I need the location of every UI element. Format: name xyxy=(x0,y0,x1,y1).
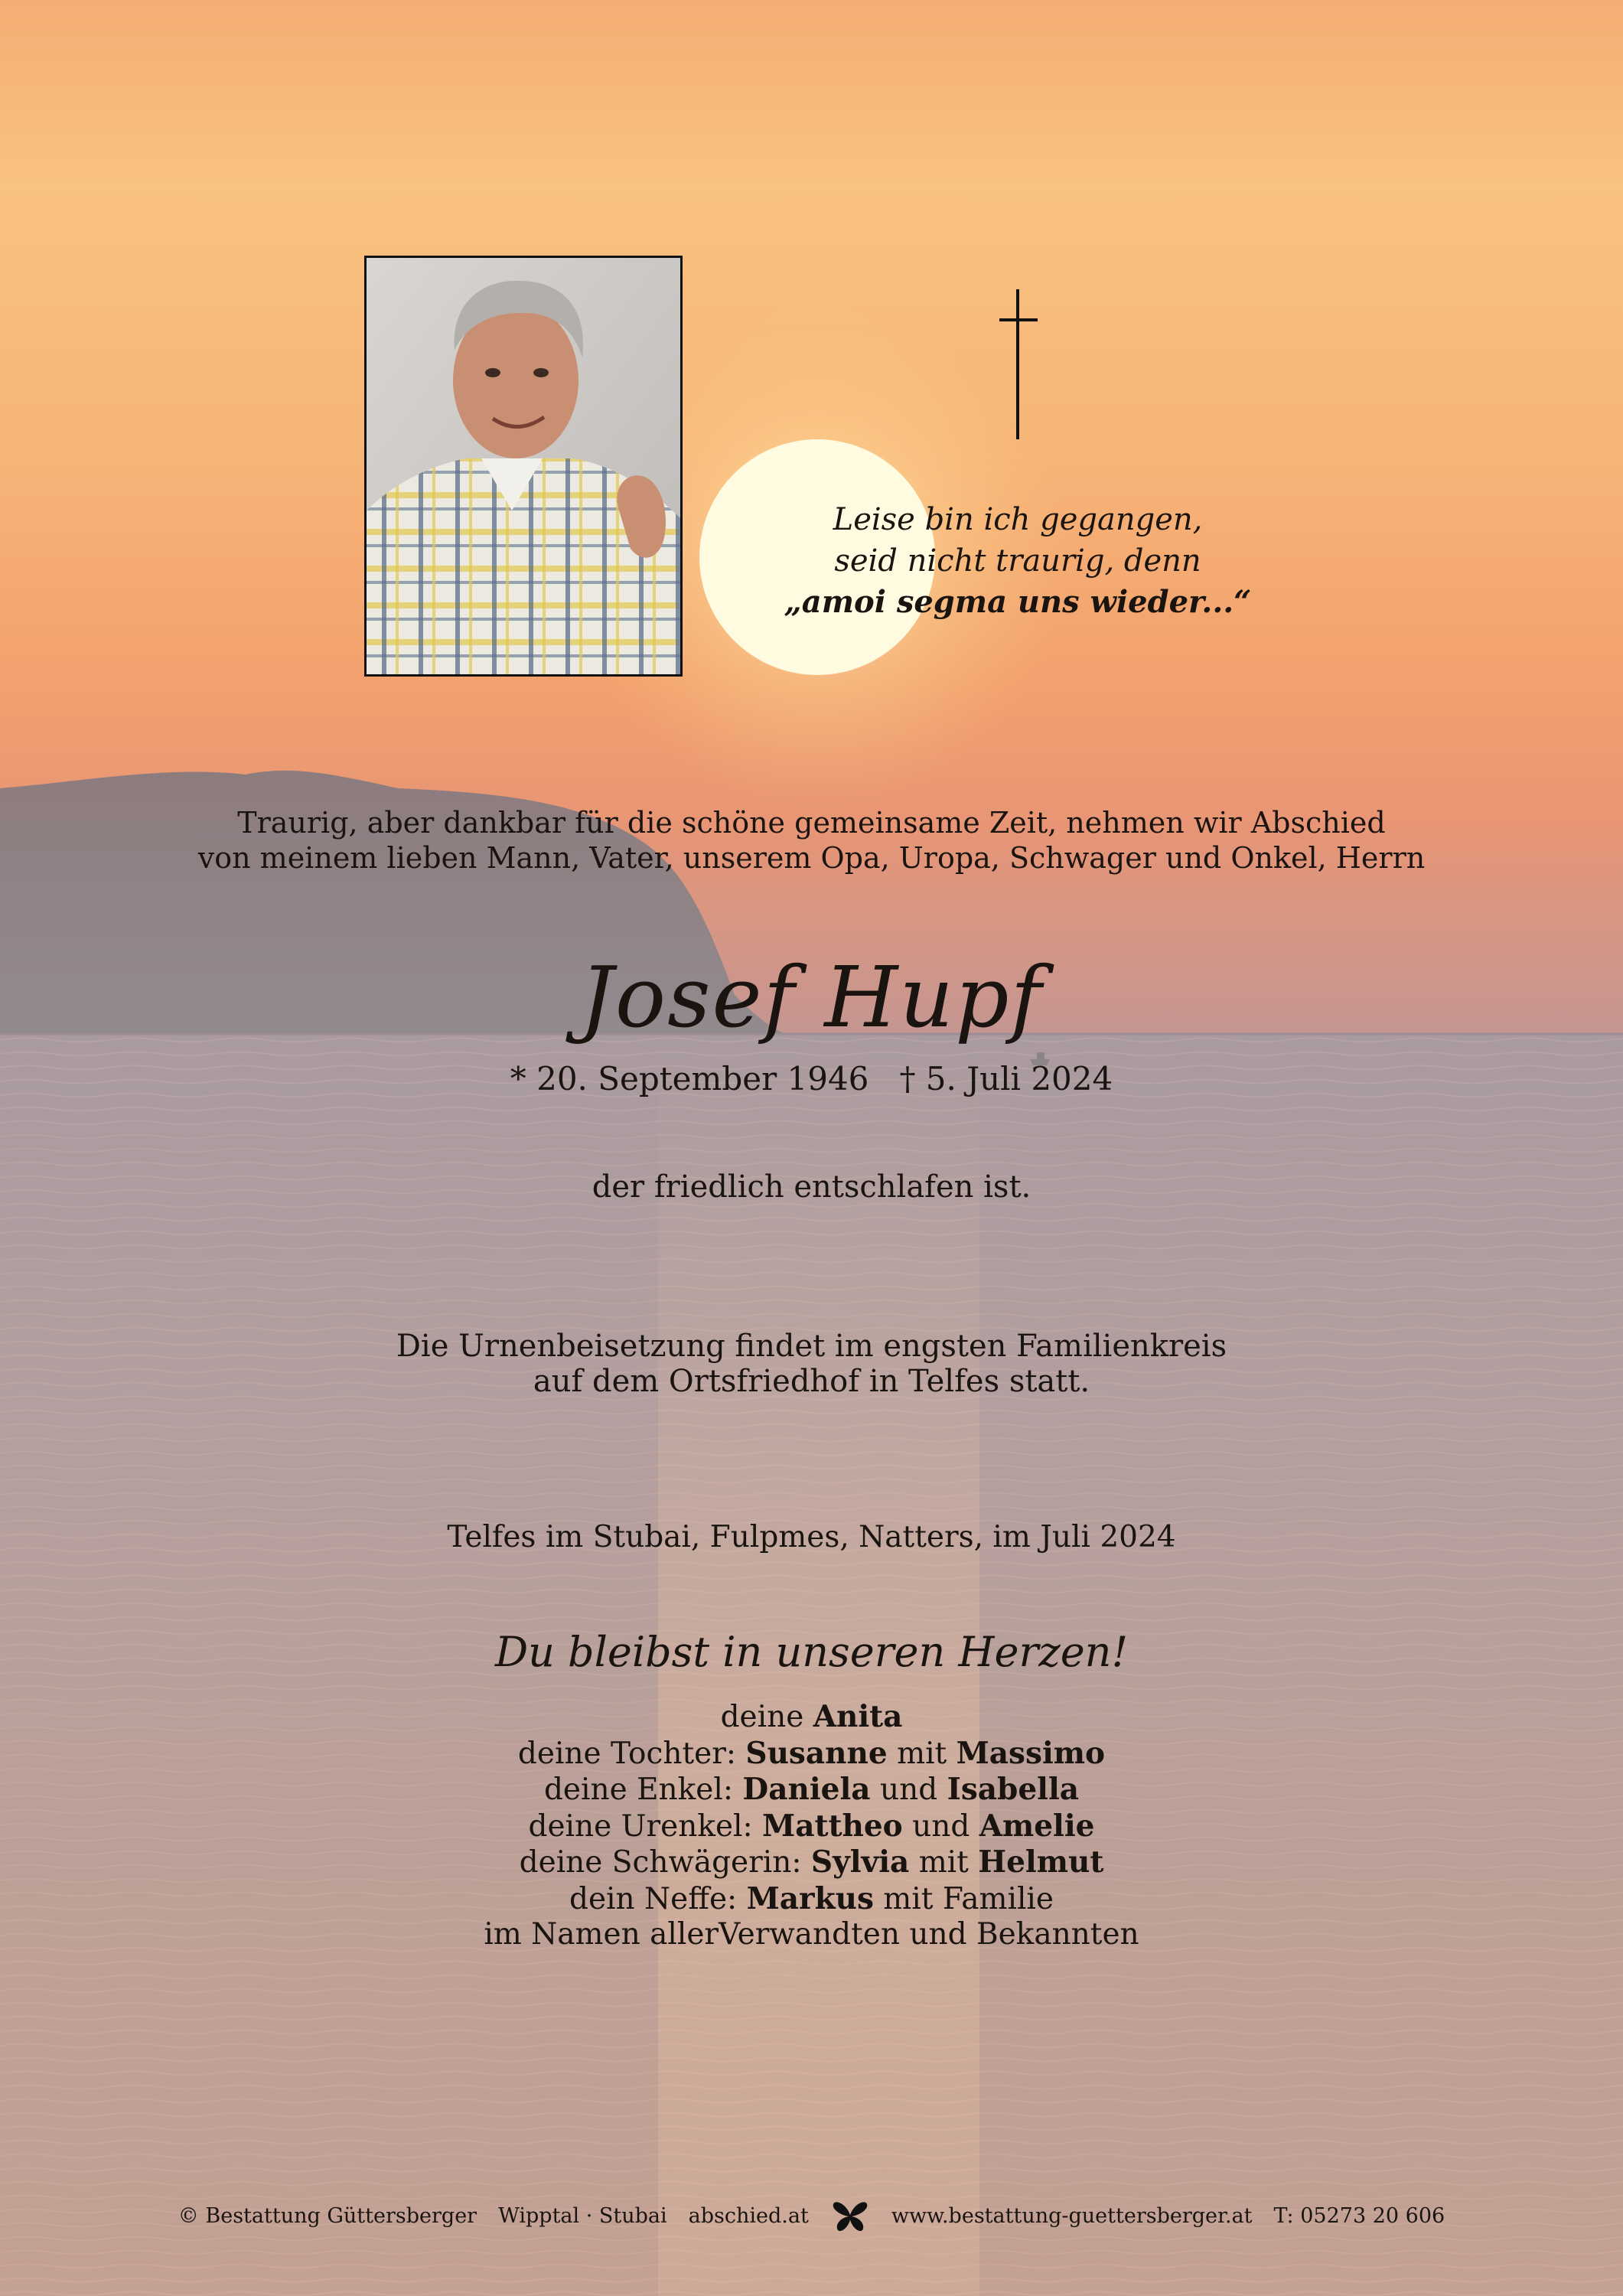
footer-site-link[interactable]: abschied.at xyxy=(688,2204,809,2228)
family-joiner: und xyxy=(870,1773,947,1807)
family-line-grandchildren xyxy=(0,1772,1623,1808)
family-label: deine Tochter: xyxy=(517,1736,746,1771)
family-joiner: und xyxy=(902,1808,979,1844)
burial-info xyxy=(0,1329,1623,1399)
family-joiner: mit xyxy=(909,1845,979,1880)
family-line-greatgrandchildren xyxy=(0,1808,1623,1845)
family-member: Susanne xyxy=(745,1735,888,1771)
family-label: deine Enkel: xyxy=(543,1773,743,1807)
family-label: deine xyxy=(720,1700,813,1734)
passing-text: der friedlich entschlafen ist. xyxy=(592,1169,1031,1205)
footer-phone[interactable]: T: 05273 20 606 xyxy=(1273,2204,1445,2228)
family-line-others: im Namen allerVerwandten und Bekannten xyxy=(484,1917,1139,1952)
family-member: Anita xyxy=(813,1699,903,1734)
burial-line-1: Die Urnenbeisetzung findet im engsten Familienkreis xyxy=(396,1329,1227,1364)
life-dates xyxy=(0,1059,1623,1099)
birth-date: * 20. September 1946 xyxy=(510,1060,869,1097)
deceased-name: Josef Hupf xyxy=(579,948,1044,1046)
family-line-wife xyxy=(0,1699,1623,1736)
portrait-image xyxy=(367,258,680,674)
family-line-nephew xyxy=(0,1881,1623,1918)
family-list xyxy=(0,1699,1623,1953)
motto: Du bleibst in unseren Herzen! xyxy=(494,1628,1129,1676)
family-member: Sylvia xyxy=(810,1844,910,1880)
family-label: deine Urenkel: xyxy=(528,1808,763,1844)
family-member: Amelie xyxy=(979,1808,1095,1844)
death-date: † 5. Juli 2024 xyxy=(899,1060,1113,1097)
family-line-sisterinlaw xyxy=(0,1844,1623,1881)
family-member: Massimo xyxy=(956,1735,1106,1771)
family-member: Mattheo xyxy=(762,1808,903,1844)
footer-website-link[interactable]: www.bestattung-guettersberger.at xyxy=(891,2204,1253,2228)
quote-line-2: seid nicht traurig, denn xyxy=(834,543,1201,579)
intro-line-1: Traurig, aber dankbar für die schöne gemeinsame Zeit, nehmen wir Abschied xyxy=(237,806,1386,840)
intro-text xyxy=(0,805,1623,876)
farewell-quote xyxy=(750,499,1286,623)
family-member: Daniela xyxy=(742,1772,871,1807)
quote-line-3: „amoi segma uns wieder...“ xyxy=(784,584,1252,620)
place-and-date: Telfes im Stubai, Fulpmes, Natters, im Juli 2024 xyxy=(447,1520,1176,1554)
intro-line-2: von meinem lieben Mann, Vater, unserem Opa, Uropa, Schwager und Onkel, Herrn xyxy=(197,841,1426,875)
family-label: deine Schwägerin: xyxy=(519,1845,811,1880)
footer-region: Wipptal · Stubai xyxy=(498,2204,667,2228)
family-member: Helmut xyxy=(978,1844,1104,1880)
family-joiner: mit Familie xyxy=(873,1881,1054,1916)
footer xyxy=(0,2200,1623,2233)
burial-line-2: auf dem Ortsfriedhof in Telfes statt. xyxy=(533,1364,1090,1399)
family-member: Markus xyxy=(746,1880,874,1916)
quote-line-1: Leise bin ich gegangen, xyxy=(833,502,1203,537)
family-label: dein Neffe: xyxy=(569,1881,747,1916)
family-member: Isabella xyxy=(947,1772,1080,1807)
family-joiner: mit xyxy=(887,1736,957,1771)
family-line-daughter xyxy=(0,1736,1623,1773)
footer-copyright: © Bestattung Güttersberger xyxy=(178,2204,477,2228)
portrait-photo xyxy=(364,256,683,677)
butterfly-icon xyxy=(830,2200,870,2233)
